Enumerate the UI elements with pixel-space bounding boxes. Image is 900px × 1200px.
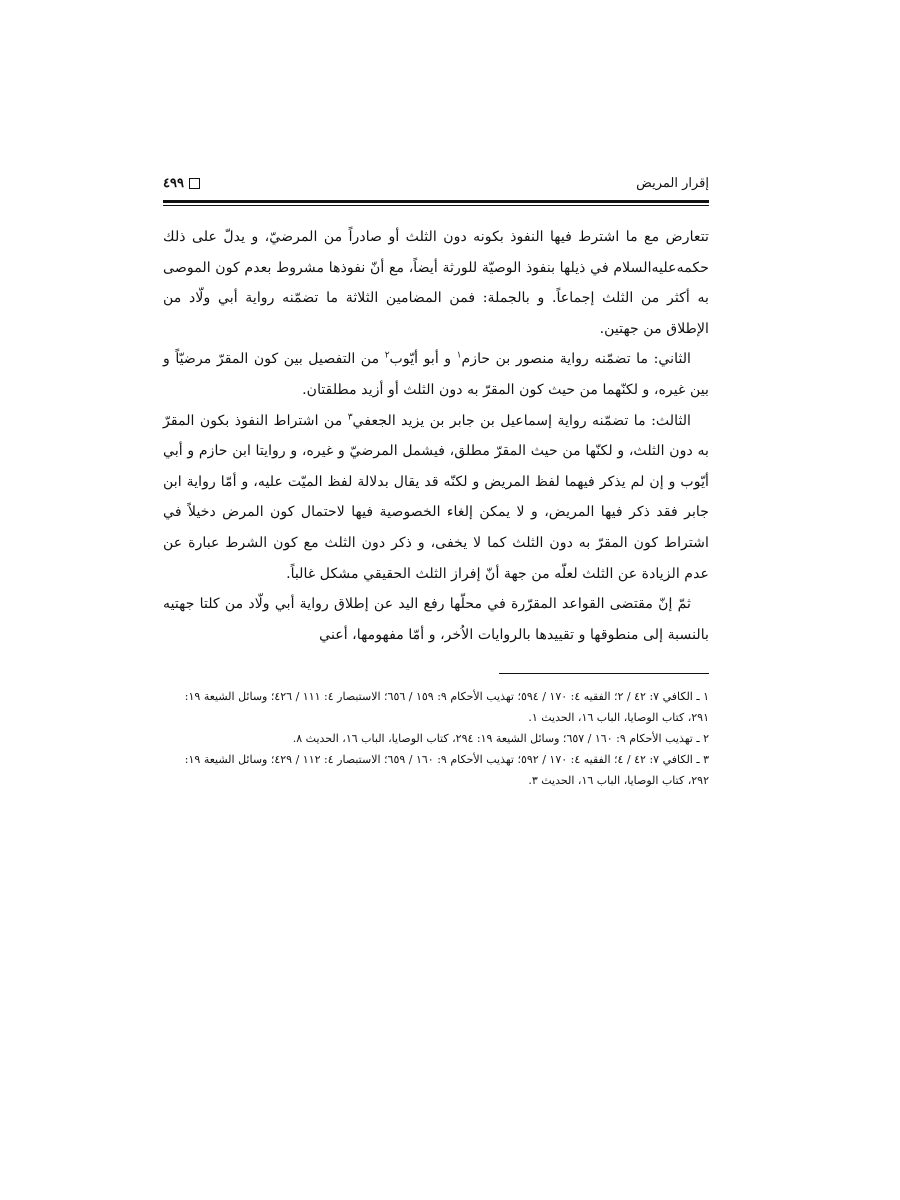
- footnotes: [163, 686, 709, 791]
- page-header: [163, 170, 709, 200]
- footnote-ref-2: ٢: [384, 350, 390, 361]
- footnote-3: ٣ ـ الكافي ٧: ٤٢ / ٤؛ الفقيه ٤: ١٧٠ / ٥٩٢؛ تهذيب الأحكام ٩: ١٦٠ / ٦٥٩؛ الاستبصار ٤: ١١٢ / ٤٢٩؛ وسائل الشيعة ١٩: ٢٩٢، كتاب الوصايا، الباب ١٦، الحديث ٣.: [184, 753, 709, 788]
- footnote-ref-1: ١: [456, 350, 462, 361]
- page-number-group: [163, 176, 200, 191]
- footnote-separator: [499, 673, 709, 674]
- paragraph-3: [163, 406, 709, 590]
- body-text: [163, 222, 709, 650]
- paragraph-text: الثالث: ما تضمّنه رواية إسماعيل بن جابر بن يزيد الجعفي: [352, 412, 691, 429]
- page: [163, 170, 709, 791]
- paragraph-text: و أبو أيّوب: [389, 351, 457, 368]
- paragraph-text: تتعارض مع ما اشترط فيها النفوذ بكونه دون الثلث أو صادراً من المرضيّ، و يدلّ على ذلك حكمه‌عليه‌السلام في ذيلها بنفوذ الوصيّة للورثة أيضاً، مع أنّ نفوذها مشروط بعدم كون الموصى به أكثر من الثلث إجماعاً. و بالجملة: فمن المضامين الثلاثة ما تضمّنه رواية أبي ولّاد من الإطلاق من جهتين.: [163, 229, 709, 337]
- paragraph-text: من التفصيل بين كون المقرّ مرضيّاً و بين غيره، و لكنّهما من حيث كون المقرّ به دون الثلث أو أزيد مطلقتان.: [163, 351, 709, 398]
- footnote-ref-3: ٣: [347, 411, 353, 422]
- page-number: ٤٩٩: [163, 176, 184, 191]
- running-title: إقرار المريض: [636, 176, 709, 191]
- footnote-2: ٢ ـ تهذيب الأحكام ٩: ١٦٠ / ٦٥٧؛ وسائل الشيعة ١٩: ٢٩٤، كتاب الوصايا، الباب ١٦، الحديث ٨.: [292, 732, 709, 746]
- paragraph-4: [163, 589, 709, 650]
- paragraph-text: من اشتراط النفوذ بكون المقرّ به دون الثلث، و لكنّها من حيث المقرّ مطلق، فيشمل المرضيّ و غيره، و روايتا ابن حازم و أبي أيّوب و إن لم يذكر فيهما لفظ المريض و لكنّه قد يقال بدلالة لفظ الميّت عليه، و أمّا رواية ابن جابر فقد ذكر فيها المريض، و لا يمكن إلغاء الخصوصية فيها لاحتمال كون المرض دخيلاً في اشتراط كون المقرّ به دون الثلث كما لا يخفى، و ذكر دون الثلث مع كون الشرط عبارة عن عدم الزيادة عن الثلث لعلّه من جهة أنّ إفراز الثلث الحقيقي مشكل غالباً.: [163, 412, 709, 582]
- footnote-1: ١ ـ الكافي ٧: ٤٢ / ٢؛ الفقيه ٤: ١٧٠ / ٥٩٤؛ تهذيب الأحكام ٩: ١٥٩ / ٦٥٦؛ الاستبصار ٤: ١١١ / ٤٢٦؛ وسائل الشيعة ١٩: ٢٩١، كتاب الوصايا، الباب ١٦، الحديث ١.: [184, 690, 709, 725]
- paragraph-text: ثمّ إنّ مقتضى القواعد المقرّرة في محلّها رفع اليد عن إطلاق رواية أبي ولّاد من كلتا جهتيه بالنسبة إلى منطوقها و تقييدها بالروايات الاُخر، و أمّا مفهومها، أعني: [163, 596, 709, 643]
- header-rule-thin: [163, 205, 709, 206]
- paragraph-1: [163, 222, 709, 344]
- square-icon: [189, 178, 200, 189]
- header-rule-thick: [163, 200, 709, 203]
- paragraph-text: الثاني: ما تضمّنه رواية منصور بن حازم: [461, 351, 691, 368]
- paragraph-2: [163, 344, 709, 405]
